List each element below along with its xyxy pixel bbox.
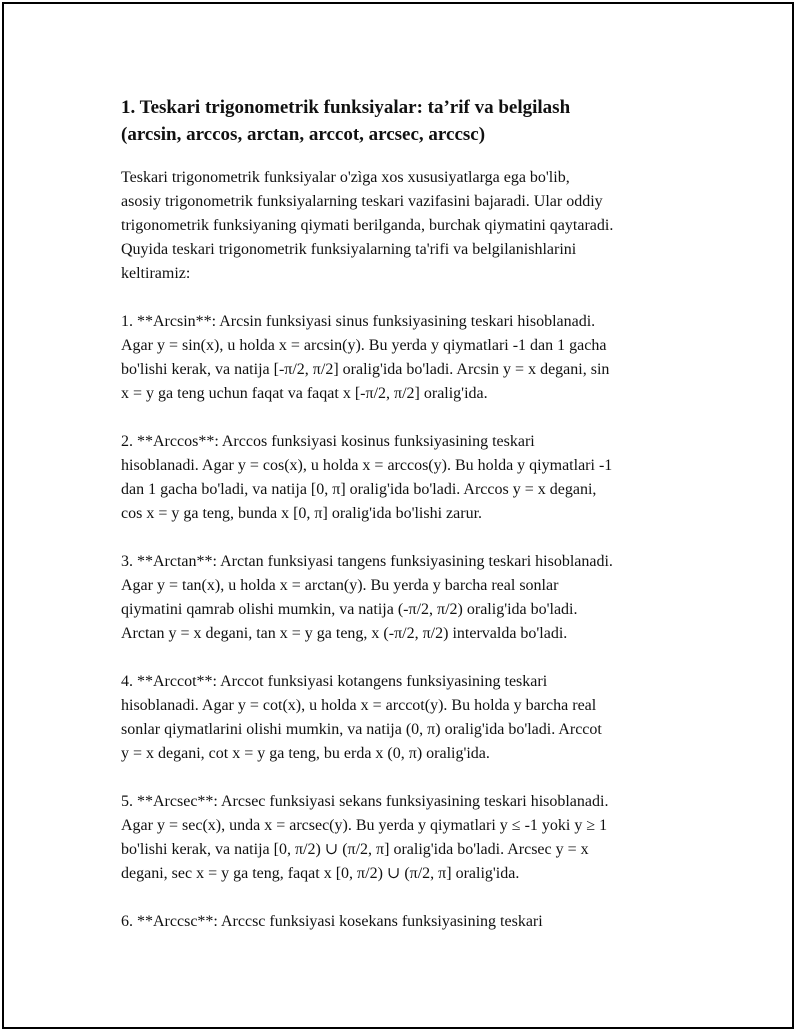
paragraph-arctan: 3. **Arctan**: Arctan funksiyasi tangens funksiyasining teskari hisoblanadi. Agar y = tan(x), u holda x = arctan(y). Bu yerda y barcha real sonlar qiymatini qamrab olishi mumkin, va natija (-π/2, π/2) oralig'ida bo'ladi. Arctan y = x degani, tan x = y ga teng, x (-π/2, π/2) intervalda bo'ladi. [121, 553, 613, 642]
document-content [121, 94, 696, 958]
paragraph-arccos: 2. **Arccos**: Arccos funksiyasi kosinus funksiyasining teskari hisoblanadi. Agar y = cos(x), u holda x = arccos(y). Bu holda y qiymatlari -1 dan 1 gacha bo'ladi, va natija [0, π] oralig'ida bo'ladi. Arccos y = x degani, cos x = y ga teng, bunda x [0, π] oralig'ida bo'lishi zarur. [121, 433, 613, 522]
paragraph-arccot: 4. **Arccot**: Arccot funksiyasi kotangens funksiyasining teskari hisoblanadi. Agar y = cot(x), u holda x = arccot(y). Bu holda y barcha real sonlar qiymatlarini olishi mumkin, va natija (0, π) oralig'ida bo'ladi. Arccot y = x degani, cot x = y ga teng, bu erda x (0, π) oralig'ida. [121, 673, 602, 762]
intro-paragraph: Teskari trigonometrik funksiyalar o'zìga xos xususiyatlarga ega bo'lib, asosiy trigonometrik funksiyalarning teskari vazifasini bajaradi. Ular oddiy trigonometrik funksiyaning qiymati berilganda, burchak qiymatini qaytaradi. Quyida teskari trigonometrik funksiyalarning ta'rifi va belgilanishlarini keltiramiz: [121, 169, 614, 282]
document-title: 1. Teskari trigonometrik funksiyalar: ta’rif va belgilash (arcsin, arccos, arctan, arccot, arcsec, arccsc) [121, 97, 571, 145]
page-frame [2, 2, 794, 1029]
paragraph-arcsin: 1. **Arcsin**: Arcsin funksiyasi sinus funksiyasining teskari hisoblanadi. Agar y = sin(x), u holda x = arcsin(y). Bu yerda y qiymatlari -1 dan 1 gacha bo'lishi kerak, va natija [-π/2, π/2] oralig'ida bo'ladi. Arcsin y = x degani, sin x = y ga teng uchun faqat va faqat x [-π/2, π/2] oralig'ida. [121, 313, 610, 402]
paragraph-arcsec: 5. **Arcsec**: Arcsec funksiyasi sekans funksiyasining teskari hisoblanadi. Agar y = sec(x), unda x = arcsec(y). Bu yerda y qiymatlari y ≤ -1 yoki y ≥ 1 bo'lishi kerak, va natija [0, π/2) ∪ (π/2, π] oralig'ida bo'ladi. Arcsec y = x degani, sec x = y ga teng, faqat x [0, π/2) ∪ (π/2, π] oralig'ida. [121, 793, 609, 882]
paragraph-arccsc: 6. **Arccsc**: Arccsc funksiyasi kosekans funksiyasining teskari [121, 913, 543, 930]
